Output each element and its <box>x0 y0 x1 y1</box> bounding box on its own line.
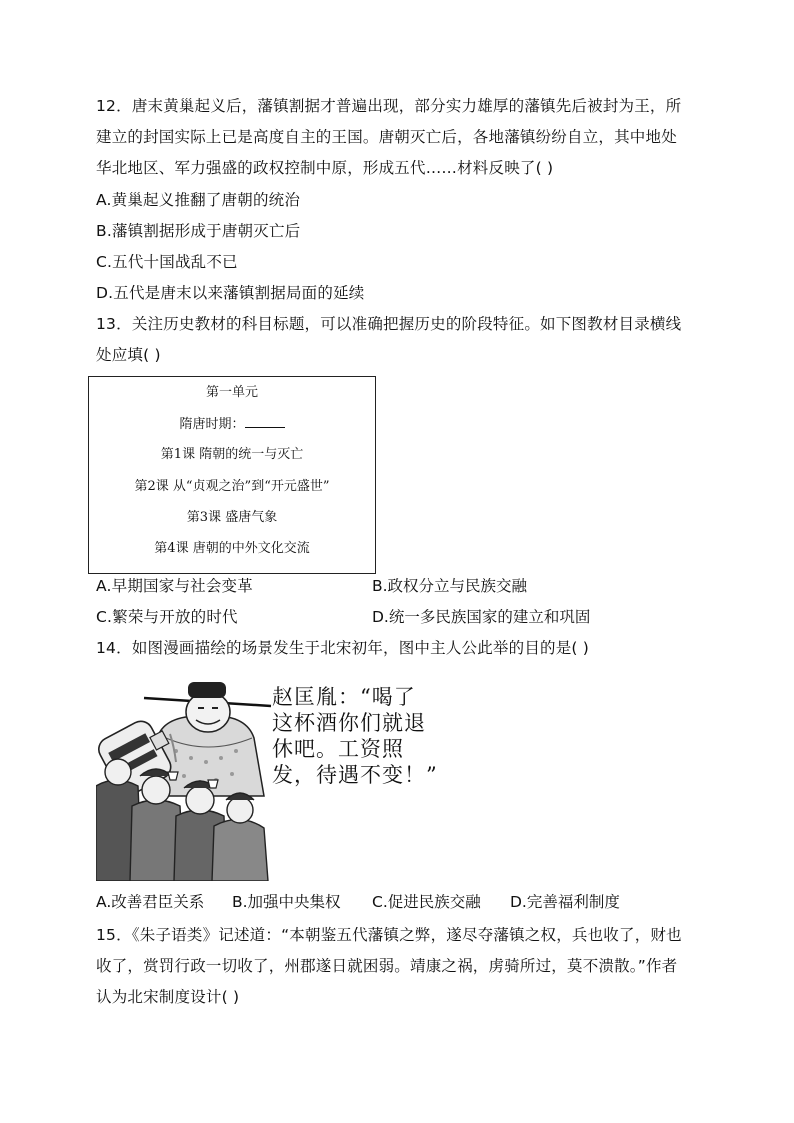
q12-stem-line-1: 12．唐末黄巢起义后，藩镇割据才普遍出现，部分实力雄厚的藩镇先后被封为王，所 <box>96 97 682 115</box>
q12-option-d: D.五代是唐末以来藩镇割据局面的延续 <box>96 284 365 302</box>
q15-stem-line-3: 认为北宋制度设计( ) <box>96 988 240 1006</box>
speech-line-2: 这杯酒你们就退 <box>272 711 426 735</box>
q14-option-d: D.完善福利制度 <box>510 893 620 911</box>
q12-option-a: A.黄巢起义推翻了唐朝的统治 <box>96 191 301 209</box>
cartoon-speech-text <box>272 684 438 788</box>
speech-line-3: 休吧。工资照 <box>272 737 404 761</box>
q15-stem-line-1: 15．《朱子语类》记述道：“本朝鉴五代藩镇之弊，遂尽夺藩镇之权，兵也收了，财也 <box>96 926 682 944</box>
q13-option-d: D.统一多民族国家的建立和巩固 <box>372 608 591 626</box>
q12-stem-line-2: 建立的封国实际上已是高度自主的王国。唐朝灭亡后，各地藩镇纷纷自立，其中地处 <box>96 128 677 146</box>
q14-option-b: B.加强中央集权 <box>232 893 341 911</box>
q13-option-b: B.政权分立与民族交融 <box>372 577 528 595</box>
textbook-toc-figure <box>88 376 376 574</box>
toc-unit: 第一单元 <box>205 385 258 400</box>
toc-lesson-3: 第3课 盛唐气象 <box>186 510 278 525</box>
speech-line-1: 赵匡胤：“喝了 <box>272 685 416 709</box>
toc-lesson-1: 第1课 隋朝的统一与灭亡 <box>160 447 304 462</box>
speech-line-4: 发，待遇不变！” <box>272 763 438 787</box>
q13-option-a: A.早期国家与社会变革 <box>96 577 253 595</box>
q13-stem-line-1: 13．关注历史教材的科目标题，可以准确把握历史的阶段特征。如下图教材目录横线 <box>96 315 682 333</box>
q14-option-a: A.改善君臣关系 <box>96 893 205 911</box>
q14-stem: 14．如图漫画描绘的场景发生于北宋初年，图中主人公此举的目的是( ) <box>96 639 590 657</box>
q15-stem-line-2: 收了，赏罚行政一切收了，州郡遂日就困弱。靖康之祸，虏骑所过，莫不溃散。”作者 <box>96 957 678 975</box>
toc-blank <box>245 415 285 428</box>
q12-option-c: C.五代十国战乱不已 <box>96 253 238 271</box>
q12-stem-line-3: 华北地区、军力强盛的政权控制中原，形成五代……材料反映了( ) <box>96 159 554 177</box>
q13-option-c: C.繁荣与开放的时代 <box>96 608 238 626</box>
q12-option-b: B.藩镇割据形成于唐朝灭亡后 <box>96 222 301 240</box>
q13-stem-line-2: 处应填( ) <box>96 346 161 364</box>
toc-period: 隋唐时期： <box>89 415 375 433</box>
q14-option-c: C.促进民族交融 <box>372 893 481 911</box>
toc-lesson-4: 第4课 唐朝的中外文化交流 <box>154 541 310 556</box>
toc-lesson-2: 第2课 从“贞观之治”到“开元盛世” <box>134 479 330 494</box>
